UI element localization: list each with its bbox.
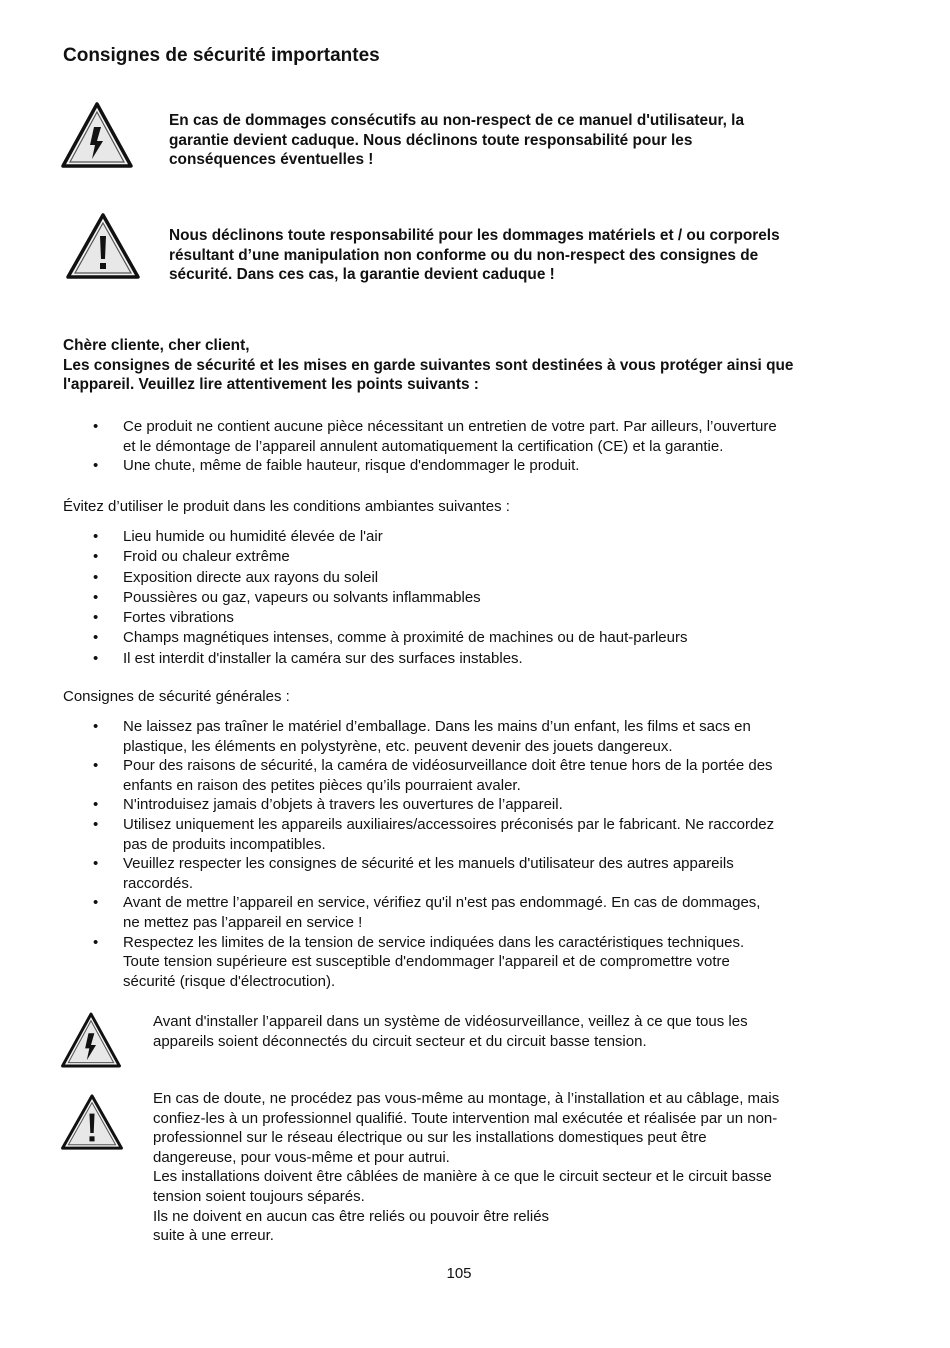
list-item: • Lieu humide ou humidité élevée de l'air	[63, 527, 687, 547]
bullet: •	[93, 757, 99, 775]
list-item: • Il est interdit d'installer la caméra sur des surfaces instables.	[63, 649, 687, 669]
bullet-list-conditions	[63, 527, 687, 669]
note-line: dangereuse, pour vous-même et pour autrui.	[153, 1148, 450, 1166]
intro-line: Les consignes de sécurité et les mises en garde suivantes sont destinées à vous protéger ainsi que	[63, 356, 794, 374]
list-item: • Froid ou chaleur extrême	[63, 547, 687, 567]
list-item: • Une chute, même de faible hauteur, risque d'endommager le produit.	[93, 457, 580, 475]
list-item: • Utilisez uniquement les appareils auxiliaires/accessoires préconisés par le fabricant. Ne raccordez pas de produits incompatibles.	[93, 815, 775, 853]
warning-electric-text	[169, 111, 744, 170]
bullet: •	[93, 418, 99, 435]
warning-line: garantie devient caduque. Nous déclinons toute responsabilité pour les	[169, 131, 693, 149]
bullet: •	[93, 588, 99, 606]
list-item: • N'introduisez jamais d’objets à travers les ouvertures de l’appareil.	[93, 796, 563, 814]
bullet: •	[93, 855, 99, 873]
list-item: • Fortes vibrations	[63, 608, 687, 628]
list-item: • Veuillez respecter les consignes de sécurité et les manuels d'utilisateur des autres appareils raccordés.	[93, 855, 734, 892]
note-line: Les installations doivent être câblées de manière à ce que le circuit secteur et le circuit basse	[153, 1168, 772, 1186]
warning-general-text	[169, 226, 780, 285]
bullet: •	[93, 649, 99, 667]
note-line: confiez-les à un professionnel qualifié. Toute intervention mal exécutée et réalisée par un non-	[153, 1109, 778, 1127]
note-line: tension soient toujours séparés.	[153, 1187, 365, 1205]
note-line: En cas de doute, ne procédez pas vous-même au montage, à l’installation et au câblage, mais	[153, 1090, 780, 1107]
note-general-text	[153, 1089, 779, 1246]
warning-line: sécurité. Dans ces cas, la garantie devient caduque !	[169, 266, 555, 283]
intro-block	[63, 336, 883, 395]
exclamation-warning-icon	[60, 1093, 124, 1151]
bullet-list-product	[63, 417, 777, 476]
page-title: Consignes de sécurité importantes	[63, 45, 380, 66]
bullet: •	[93, 568, 99, 586]
list-item: • Poussières ou gaz, vapeurs ou solvants inflammables	[63, 588, 687, 608]
bullet: •	[93, 815, 99, 833]
electric-hazard-icon	[60, 1010, 122, 1070]
conditions-heading: Évitez d’utiliser le produit dans les conditions ambiantes suivantes :	[63, 498, 510, 515]
warning-line: résultant d’une manipulation non conforme ou du non-respect des consignes de	[169, 246, 759, 264]
page-number: 105	[446, 1265, 472, 1282]
list-item: • Avant de mettre l’appareil en service, vérifiez qu'il n'est pas endommagé. En cas de dommages, ne mettez pas l’appareil en service !	[93, 894, 761, 931]
bullet: •	[93, 718, 99, 735]
note-line: suite à une erreur.	[153, 1227, 274, 1245]
bullet: •	[93, 796, 99, 814]
general-heading: Consignes de sécurité générales :	[63, 688, 290, 705]
bullet: •	[93, 457, 99, 475]
bullet: •	[93, 609, 99, 627]
electric-hazard-icon	[60, 101, 134, 169]
note-electric-text	[153, 1012, 748, 1051]
exclamation-warning-icon	[65, 212, 141, 280]
list-item: • Ne laissez pas traîner le matériel d’emballage. Dans les mains d’un enfant, les films et sacs en plastique, les éléments en polystyrène, etc. peuvent devenir des jouets dangereux.	[93, 718, 751, 755]
bullet: •	[93, 894, 99, 912]
bullet: •	[93, 528, 99, 545]
list-item: • Exposition directe aux rayons du soleil	[63, 568, 687, 588]
warning-line: Nous déclinons toute responsabilité pour les dommages matériels et / ou corporels	[169, 227, 780, 244]
intro-line: l'appareil. Veuillez lire attentivement les points suivants :	[63, 376, 479, 393]
list-item: • Respectez les limites de la tension de service indiquées dans les caractéristiques techniques. Toute tension supérieure est susceptible d'endommager l'appareil et de compromettre votre sécurité (risque d'électrocution).	[93, 933, 745, 990]
note-line: Ils ne doivent en aucun cas être reliés ou pouvoir être reliés	[153, 1207, 550, 1225]
list-item: • Champs magnétiques intenses, comme à proximité de machines ou de haut-parleurs	[63, 628, 687, 648]
greeting: Chère cliente, cher client,	[63, 337, 250, 354]
note-line: appareils soient déconnectés du circuit secteur et du circuit basse tension.	[153, 1032, 647, 1050]
list-item: • Ce produit ne contient aucune pièce nécessitant un entretien de votre part. Par ailleurs, l’ouverture et le démontage de l’appareil annulent automatiquement la certification (CE) et la garantie.	[93, 418, 777, 455]
bullet: •	[93, 548, 99, 566]
warning-line: conséquences éventuelles !	[169, 151, 374, 168]
note-line: professionnel sur le réseau électrique ou sur les installations domestiques peut être	[153, 1129, 707, 1147]
bullet-list-general	[63, 717, 774, 991]
note-line: Avant d'installer l’appareil dans un système de vidéosurveillance, veillez à ce que tous les	[153, 1013, 748, 1030]
list-item: • Pour des raisons de sécurité, la caméra de vidéosurveillance doit être tenue hors de la portée des enfants en raison des petites pièces qu’ils pourraient avaler.	[93, 757, 773, 794]
bullet: •	[93, 933, 99, 951]
bullet: •	[93, 629, 99, 647]
warning-line: En cas de dommages consécutifs au non-respect de ce manuel d'utilisateur, la	[169, 112, 744, 129]
